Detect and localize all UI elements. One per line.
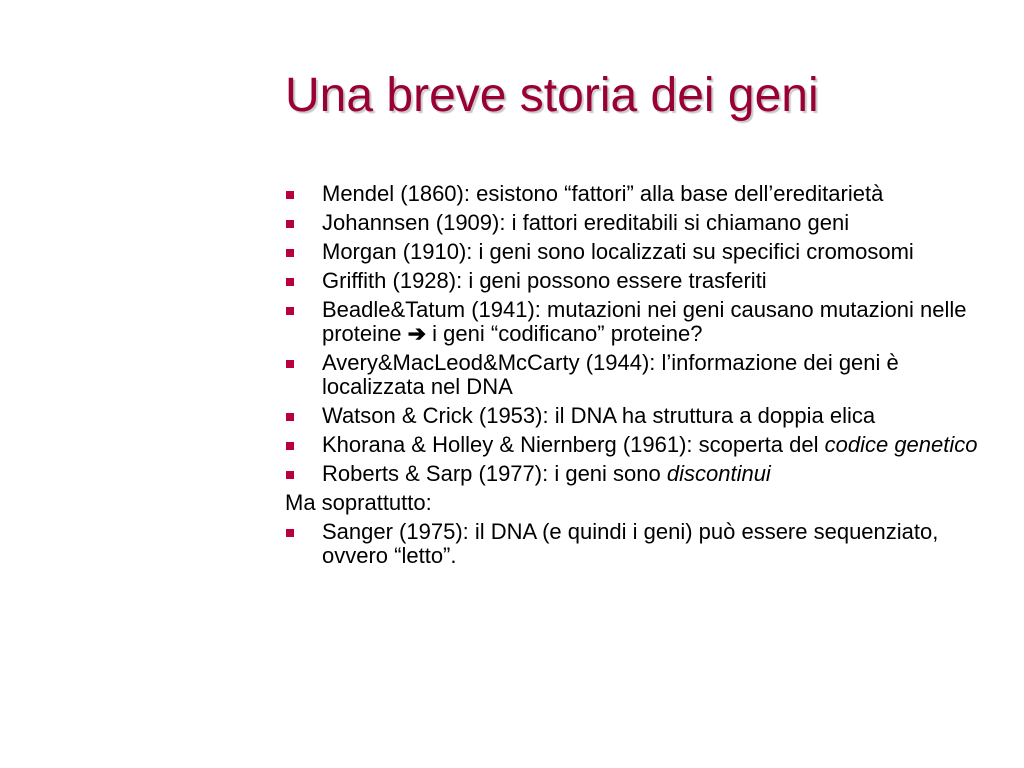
bullet-item — [285, 298, 985, 346]
bullet-item — [285, 520, 985, 568]
bullet-text: Morgan (1910): i geni sono localizzati su specifici cromosomi — [322, 239, 914, 264]
bullet-text: Khorana & Holley & Niernberg (1961): scoperta del — [322, 432, 825, 457]
right-arrow-icon: ➔ — [407, 321, 427, 346]
bullet-text: Sanger (1975): il DNA (e quindi i geni) può essere sequenziato, ovvero “letto”. — [322, 519, 939, 568]
bullet-item — [285, 269, 985, 293]
slide-title: Una breve storia dei geni — [285, 69, 819, 122]
bullet-text: Beadle&Tatum (1941): mutazioni nei geni causano mutazioni nelle proteine — [322, 297, 967, 346]
square-bullet-icon — [286, 249, 294, 257]
bullet-text: Watson & Crick (1953): il DNA ha struttura a doppia elica — [322, 403, 876, 428]
bullet-text-continued: i geni “codificano” proteine? — [426, 321, 703, 346]
bullet-text: Avery&MacLeod&McCarty (1944): l’informazione dei geni è localizzata nel DNA — [322, 350, 899, 399]
subheading: Ma soprattutto: — [285, 490, 432, 515]
bullet-text: Roberts & Sarp (1977): i geni sono — [322, 461, 667, 486]
square-bullet-icon — [286, 442, 294, 450]
slide-body — [285, 182, 985, 573]
bullet-item — [285, 351, 985, 399]
bullet-text: Griffith (1928): i geni possono essere trasferiti — [322, 268, 767, 293]
bullet-item — [285, 433, 985, 457]
square-bullet-icon — [286, 471, 294, 479]
bullet-item — [285, 404, 985, 428]
bullet-text: Mendel (1860): esistono “fattori” alla base dell’ereditarietà — [322, 181, 884, 206]
bullet-text: Johannsen (1909): i fattori ereditabili si chiamano geni — [322, 210, 850, 235]
bullet-item — [285, 462, 985, 486]
bullet-italic-text: codice genetico — [824, 432, 978, 457]
square-bullet-icon — [286, 307, 294, 315]
bullet-item — [285, 240, 985, 264]
bullet-item — [285, 211, 985, 235]
square-bullet-icon — [286, 191, 294, 199]
square-bullet-icon — [286, 413, 294, 421]
square-bullet-icon — [286, 529, 294, 537]
bullet-italic-text: discontinui — [666, 461, 771, 486]
square-bullet-icon — [286, 360, 294, 368]
square-bullet-icon — [286, 278, 294, 286]
bullet-item — [285, 182, 985, 206]
square-bullet-icon — [286, 220, 294, 228]
